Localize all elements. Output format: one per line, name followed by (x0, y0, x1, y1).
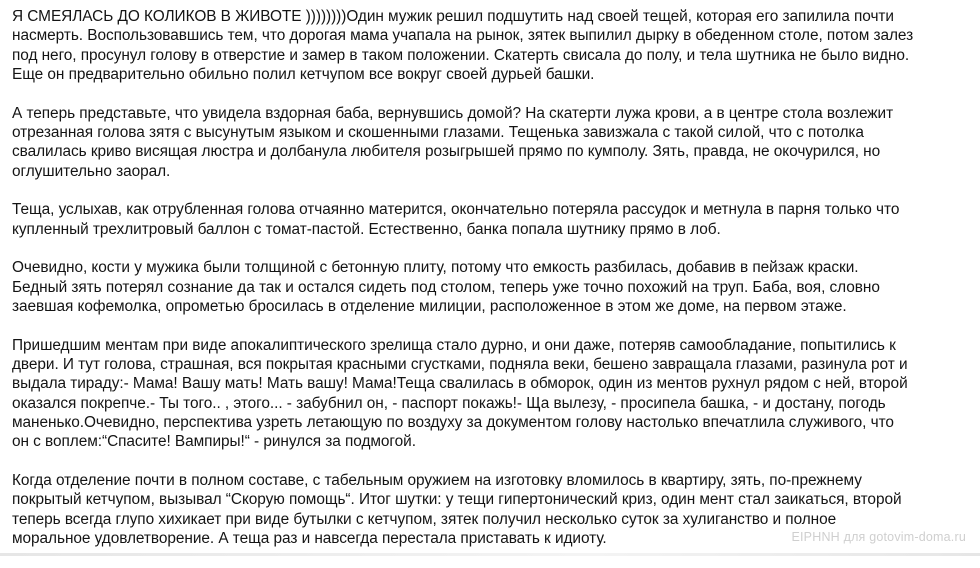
paragraph-3: Теща, услыхав, как отрубленная голова отчаянно матерится, окончательно потеряла рассудок и метнула в парня только что купленный трехлитровый баллон с томат-пастой. Естественно, банка попала шутнику прямо в лоб. (12, 201, 900, 238)
watermark: EIPHNH для gotovim-doma.ru (791, 530, 966, 544)
paragraph-2: А теперь представьте, что увидела вздорная баба, вернувшись домой? На скатерти лужа крови, а в центре стола возлежит отрезанная голова зятя с высунутым языком и скошенными глазами. Тещенька завизжала с такой силой, что с потолка свалилась криво висящая люстра и долбанула любителя розыгрышей прямо по кумполу. Зять, правда, не окочурился, но оглушительно заорал. (12, 104, 894, 180)
paragraph-6: Когда отделение почти в полном составе, с табельным оружием на изготовку вломилось в квартиру, зять, по-прежнему покрытый кетчупом, вызывал “Скорую помощь“. Итог шутки: у тещи гипертонический криз, один мент стал заикаться, второй теперь всегда глупо хихикает при виде бутылки с кетчупом, зятек получил несколько суток за хулиганство и полное моральное удовлетворение. А теща раз и навсегда перестала приставать к идиоту. (12, 472, 902, 548)
paragraph-5: Пришедшим ментам при виде апокалиптического зрелища стало дурно, и они даже, потеряв самообладание, попытились к двери. И тут голова, страшная, вся покрытая красными сгустками, подняла веки, бешено завращала глазами, разинула рот и выдала тираду:- Мама! Вашу мать! Мать вашу! Мама!Теща свалилась в обморок, один из ментов рухнул рядом с ней, второй оказался покрепче.- Ты того.. , этого... - забубнил он, - паспорт покажь!- Ща вылезу, - просипела башка, - и достану, погодь маненько.Очевидно, перспектива узреть летающую по воздуху за документом голову настолько впечатлила служивого, что он с воплем:“Спасите! Вампиры!“ - ринулся за подмогой. (12, 336, 908, 451)
paragraph-4: Очевидно, кости у мужика были толщиной с бетонную плиту, потому что емкость разбилась, добавив в пейзаж краски. Бедный зять потерял сознание да так и остался сидеть под столом, теперь уже точно похожий на труп. Баба, воя, словно заевшая кофемолка, опрометью бросилась в отделение милиции, расположенное в этом же доме, на первом этаже. (12, 259, 880, 316)
article-text (12, 7, 974, 568)
paragraph-1: Я СМЕЯЛАСЬ ДО КОЛИКОВ В ЖИВОТЕ ))))))))Один мужик решил подшутить над своей тещей, которая его запилила почти насмерть. Воспользовавшись тем, что дорогая мама учапала на рынок, зятек выпилил дырку в обеденном столе, потом залез под него, просунул голову в отверстие и замер в таком положении. Скатерть свисала до полу, и тела шутника не было видно. Еще он предварительно обильно полил кетчупом все вокруг своей дурьей башки. (12, 8, 914, 83)
